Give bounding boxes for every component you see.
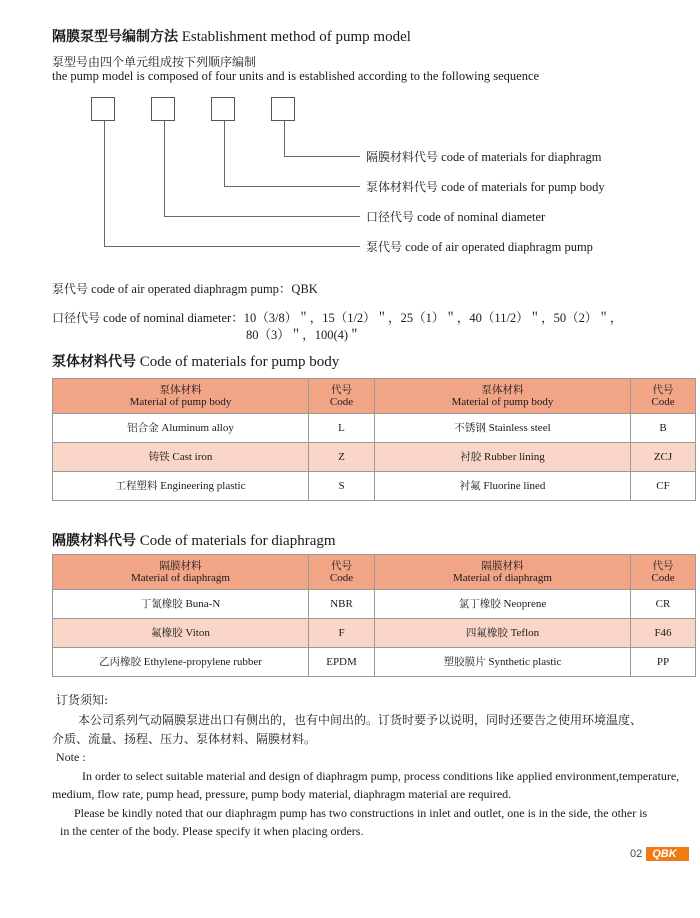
header-code [631, 379, 696, 414]
material-en: Viton [185, 627, 210, 639]
connector-pump-h [104, 246, 360, 247]
body-section-title-cn: 泵体材料代号 [52, 354, 136, 370]
connector-diameter-v [164, 121, 165, 216]
table-header-row [53, 555, 696, 590]
header-code-en: Code [651, 572, 675, 584]
code-cell: F [309, 619, 375, 648]
order-notes-heading-cn: 订货须知: [56, 693, 109, 707]
material-cell [53, 472, 309, 501]
header-code-cn: 代号 [331, 560, 352, 572]
table-row [53, 414, 696, 443]
order-notes-heading-en: Note : [56, 750, 86, 764]
page-title-en: Establishment method of pump model [181, 29, 411, 45]
body-section-title [52, 351, 339, 371]
material-cell [53, 590, 309, 619]
header-material-en: Material of diaphragm [453, 572, 552, 584]
header-material [53, 379, 309, 414]
material-en: Cast iron [172, 451, 213, 463]
header-code [631, 555, 696, 590]
header-material-cn: 泵体材料 [159, 384, 202, 396]
table-row [53, 472, 696, 501]
table-row [53, 619, 696, 648]
material-cell [375, 619, 631, 648]
material-cell [375, 443, 631, 472]
order-notes-cn-line1: 本公司系列气动隔膜泵进出口有侧出的，也有中间出的。订货时要予以说明，同时还要告之使用环境温度、 [78, 713, 643, 727]
sequence-label-pump [366, 238, 593, 255]
intro-cn: 泵型号由四个单元组成按下列顺序编制 [52, 55, 257, 69]
order-notes-en-line2: medium, flow rate, pump head, pressure, pump body material, diaphragm material are required. [52, 787, 512, 801]
header-material-cn: 隔膜材料 [481, 560, 524, 572]
sequence-label-en: code of air operated diaphragm pump [405, 240, 593, 254]
header-material-cn: 隔膜材料 [159, 560, 202, 572]
material-en: Engineering plastic [160, 480, 246, 492]
page-number: 02 [630, 848, 643, 860]
code-cell: CR [631, 590, 696, 619]
code-cell: S [309, 472, 375, 501]
page-title [52, 26, 411, 46]
material-en: Teflon [510, 627, 540, 639]
sequence-label-cn: 泵体材料代号 [366, 180, 439, 194]
diaphragm-section-title-en: Code of materials for diaphragm [139, 533, 336, 549]
header-material [375, 555, 631, 590]
material-en: Neoprene [503, 598, 547, 610]
body-material-table [52, 378, 696, 501]
material-cn: 铸铁 [148, 451, 170, 463]
diameter-code-values: code of nominal diameter：10（3/8）＂，15（1/2）＂，25（1）＂，40（11/2）＂，50（2）＂， [103, 311, 623, 325]
sequence-label-diameter [366, 208, 545, 225]
material-en: Stainless steel [488, 422, 551, 434]
header-code-cn: 代号 [652, 384, 674, 396]
header-code-en: Code [329, 396, 354, 408]
material-cn: 铝合金 [127, 422, 159, 434]
header-code [309, 379, 375, 414]
table-row [53, 590, 696, 619]
header-material-cn: 泵体材料 [481, 384, 524, 396]
table-row [53, 648, 696, 677]
unit-box-body [211, 97, 235, 121]
material-cell [375, 472, 631, 501]
code-cell: PP [631, 648, 696, 677]
connector-body-v [224, 121, 225, 186]
unit-box-diameter [151, 97, 175, 121]
connector-diaphragm-v [284, 121, 285, 156]
code-cell: EPDM [309, 648, 375, 677]
page-title-cn: 隔膜泵型号编制方法 [52, 29, 178, 45]
code-cell: F46 [631, 619, 696, 648]
diaphragm-material-table [52, 554, 696, 677]
connector-diameter-h [164, 216, 360, 217]
material-cn: 四氟橡胶 [465, 627, 508, 639]
sequence-label-en: code of materials for pump body [441, 180, 605, 194]
material-cn: 丁氰橡胶 [140, 598, 183, 610]
sequence-label-cn: 口径代号 [366, 210, 415, 224]
sequence-label-cn: 泵代号 [366, 240, 403, 254]
diameter-code-cn: 口径代号 [52, 311, 101, 325]
material-en: Synthetic plastic [488, 656, 562, 668]
material-cn: 不锈钢 [454, 422, 486, 434]
header-code-cn: 代号 [652, 560, 674, 572]
sequence-label-cn: 隔膜材料代号 [366, 150, 439, 164]
material-cell [375, 414, 631, 443]
pump-code-line [52, 279, 318, 297]
sequence-label-body [366, 178, 605, 195]
sequence-label-diaphragm [366, 148, 602, 165]
code-cell: NBR [309, 590, 375, 619]
header-code-en: Code [651, 396, 675, 408]
material-en: Buna-N [185, 598, 221, 610]
code-cell: Z [309, 443, 375, 472]
diaphragm-section-title [52, 530, 336, 550]
material-cn: 工程塑料 [115, 480, 158, 492]
header-material-en: Material of pump body [129, 396, 232, 408]
material-cn: 衬氟 [459, 480, 481, 492]
intro-en: the pump model is composed of four units and is established according to the following sequence [52, 69, 540, 83]
diameter-code-line [52, 308, 622, 326]
sequence-label-en: code of materials for diaphragm [441, 150, 602, 164]
code-cell: CF [631, 472, 696, 501]
header-code [309, 555, 375, 590]
material-cn: 塑胶膜片 [443, 656, 486, 668]
code-cell: ZCJ [631, 443, 696, 472]
body-section-title-en: Code of materials for pump body [139, 354, 340, 370]
pump-code-text: code of air operated diaphragm pump：QBK [91, 282, 318, 296]
material-en: Fluorine lined [483, 480, 546, 492]
brand-badge: QBK [646, 847, 688, 861]
connector-pump-v [104, 121, 105, 246]
sequence-label-en: code of nominal diameter [417, 210, 546, 224]
header-material [53, 555, 309, 590]
material-cn: 衬胶 [460, 451, 482, 463]
table-header-row [53, 379, 696, 414]
code-cell: B [631, 414, 696, 443]
unit-box-pump [91, 97, 115, 121]
order-notes-en-line4: in the center of the body. Please specify it when placing orders. [60, 824, 364, 838]
material-cell [53, 619, 309, 648]
code-cell: L [309, 414, 375, 443]
material-en: Aluminum alloy [161, 422, 234, 434]
connector-diaphragm-h [284, 156, 360, 157]
diameter-code-line2: 80（3）＂，100(4)＂ [246, 328, 361, 342]
material-cell [375, 590, 631, 619]
material-cell [53, 443, 309, 472]
material-cn: 氯丁橡胶 [458, 598, 501, 610]
connector-body-h [224, 186, 360, 187]
material-cn: 氟橡胶 [151, 627, 183, 639]
material-cn: 乙丙橡胶 [99, 656, 142, 668]
header-material-en: Material of diaphragm [131, 572, 230, 584]
order-notes-en-line3: Please be kindly noted that our diaphragm pump has two constructions in inlet and outlet, one is in the side, the other is [74, 806, 648, 820]
header-material [375, 379, 631, 414]
order-notes-en-line1: In order to select suitable material and design of diaphragm pump, process conditions like applied environment,temperature, [82, 769, 680, 783]
header-code-en: Code [329, 572, 354, 584]
order-notes-cn-line2: 介质、流量、扬程、压力、泵体材料、隔膜材料。 [52, 732, 317, 746]
material-en: Ethylene-propylene rubber [143, 656, 262, 668]
material-cell [375, 648, 631, 677]
material-cell [53, 414, 309, 443]
diaphragm-section-title-cn: 隔膜材料代号 [52, 533, 136, 549]
pump-code-cn: 泵代号 [52, 282, 89, 296]
header-code-cn: 代号 [331, 384, 352, 396]
page-footer [630, 846, 689, 862]
header-material-en: Material of pump body [451, 396, 554, 408]
material-en: Rubber lining [483, 451, 545, 463]
unit-box-diaphragm [271, 97, 295, 121]
table-row [53, 443, 696, 472]
material-cell [53, 648, 309, 677]
